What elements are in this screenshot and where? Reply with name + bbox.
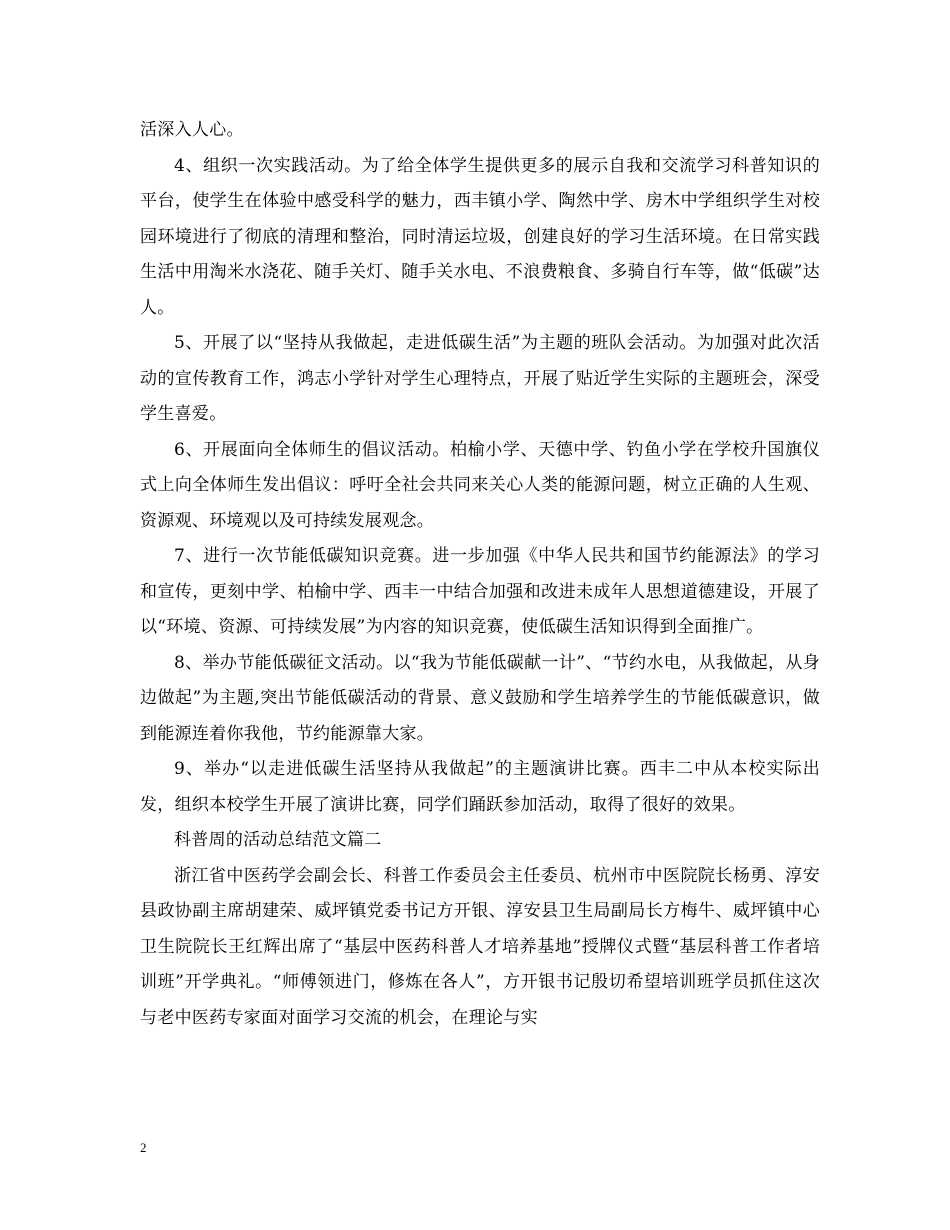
paragraph-section-two: 浙江省中医药学会副会长、科普工作委员会主任委员、杭州市中医院院长杨勇、淳安县政协副主席胡建荣、威坪镇党委书记方开银、淳安县卫生局副局长方梅牛、威坪镇中心卫生院院长王红辉出席了“基层中医药科普人才培养基地”授牌仪式暨“基层科普工作者培训班”开学典礼。“师傅领进门，修炼在各人”，方开银书记殷切希望培训班学员抓住这次与老中医药专家面对面学习交流的机会，在理论与实 (140, 865, 820, 1028)
paragraph-item-6: 6、开展面向全体师生的倡议活动。柏榆小学、天德中学、钓鱼小学在学校升国旗仪式上向全体师生发出倡议：呼吁全社会共同来关心人类的能源问题，树立正确的人生观、资源观、环境观以及可持续发展观念。 (140, 439, 820, 531)
paragraph-item-4: 4、组织一次实践活动。为了给全体学生提供更多的展示自我和交流学习科普知识的平台，使学生在体验中感受科学的魅力，西丰镇小学、陶然中学、房木中学组织学生对校园环境进行了彻底的清理和整治，同时清运垃圾，创建良好的学习生活环境。在日常实践生活中用淘米水浇花、随手关灯、随手关水电、不浪费粮食、多骑自行车等，做“低碳”达人。 (140, 155, 820, 318)
paragraph-item-5: 5、开展了以“坚持从我做起，走进低碳生活”为主题的班队会活动。为加强对此次活动的宣传教育工作，鸿志小学针对学生心理特点，开展了贴近学生实际的主题班会，深受学生喜爱。 (140, 333, 820, 424)
paragraph-item-9: 9、举办“以走进低碳生活坚持从我做起”的主题演讲比赛。西丰二中从本校实际出发，组织本校学生开展了演讲比赛，同学们踊跃参加活动，取得了很好的效果。 (140, 759, 820, 815)
page-number: 2 (140, 1140, 147, 1155)
paragraph-continuation: 活深入人心。 (140, 120, 244, 140)
paragraph-item-8: 8、举办节能低碳征文活动。以“我为节能低碳献一计”、“节约水电，从我做起，从身边做起”为主题,突出节能低碳活动的背景、意义鼓励和学生培养学生的节能低碳意识，做到能源连着你我他，节约能源靠大家。 (140, 652, 820, 744)
paragraph-item-7: 7、进行一次节能低碳知识竞赛。进一步加强《中华人民共和国节约能源法》的学习和宣传，更刻中学、柏榆中学、西丰一中结合加强和改进未成年人思想道德建设，开展了以“环境、资源、可持续发展”为内容的知识竞赛，使低碳生活知识得到全面推广。 (140, 546, 820, 637)
document-body (140, 113, 820, 1036)
section-heading: 科普周的活动总结范文篇二 (174, 830, 382, 850)
